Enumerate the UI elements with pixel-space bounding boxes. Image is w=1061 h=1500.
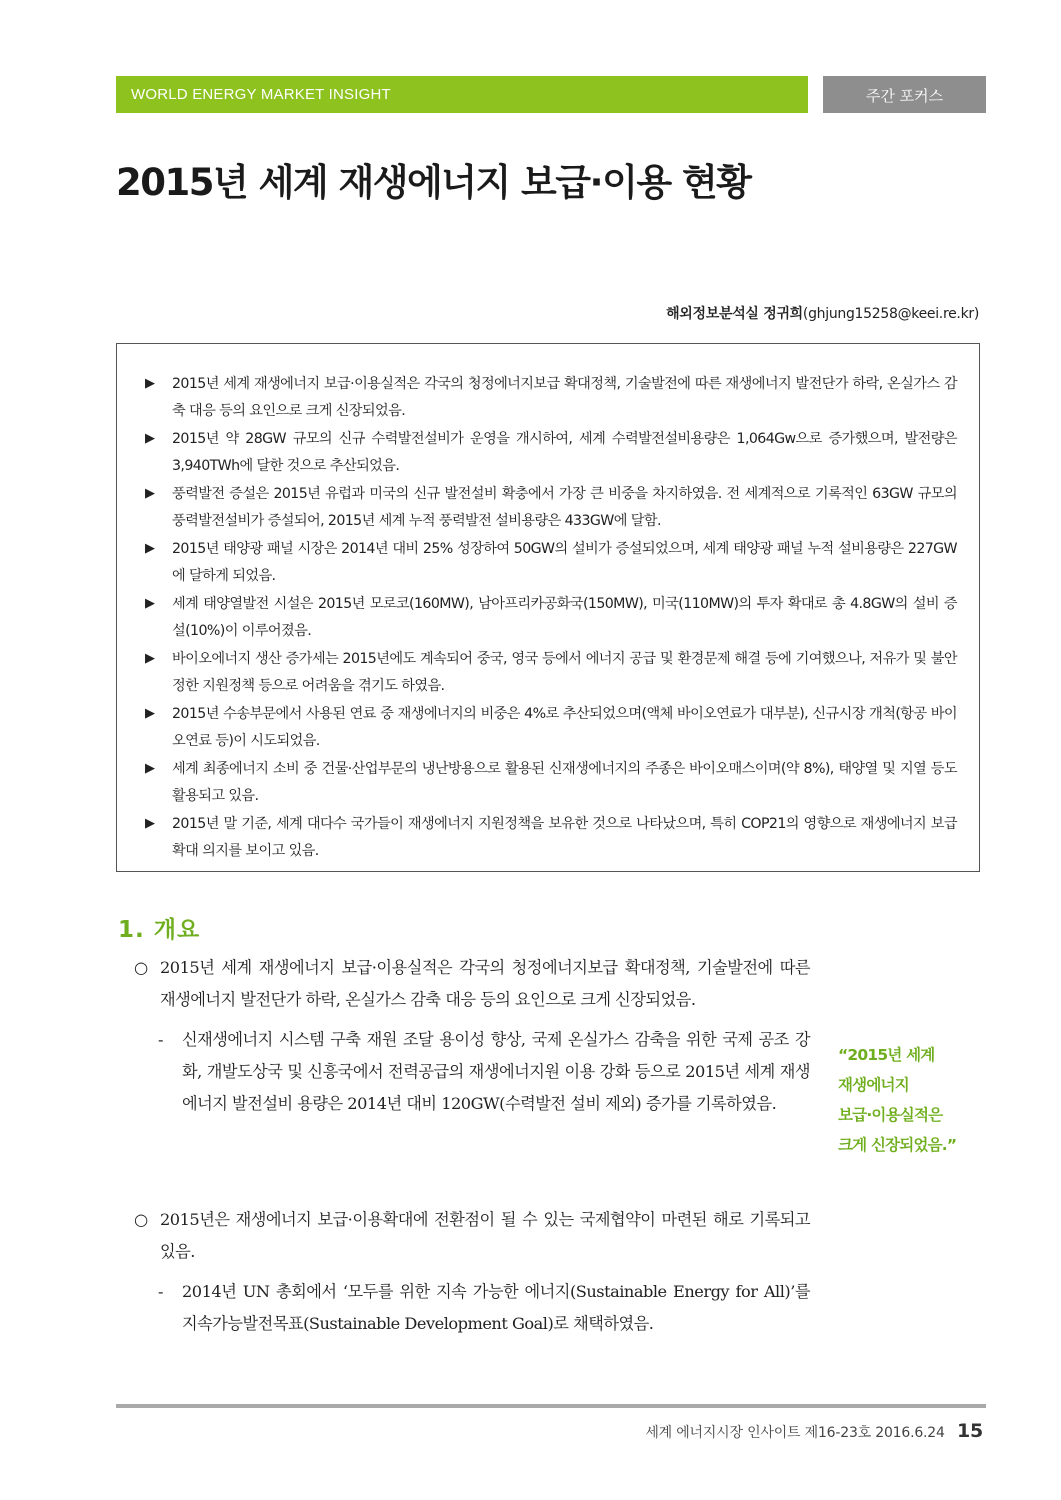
summary-item-text: 세계 태양열발전 시설은 2015년 모로코(160MW), 남아프리카공화국(150MW), 미국(110MW)의 투자 확대로 총 4.8GW의 설비 증설(10%)이 이루어졌음. xyxy=(172,596,957,639)
section-body-1 xyxy=(130,952,810,1120)
arrow-right-icon: ▶ xyxy=(145,486,155,501)
summary-item-text: 2015년 태양광 패널 시장은 2014년 대비 25% 성장하여 50GW의 설비가 증설되었으며, 세계 태양광 패널 누적 설비용량은 227GW에 달하게 되었음. xyxy=(172,541,957,584)
summary-list xyxy=(145,371,957,866)
arrow-right-icon: ▶ xyxy=(145,596,155,611)
summary-item xyxy=(145,701,957,754)
arrow-right-icon: ▶ xyxy=(145,816,155,831)
summary-item xyxy=(145,756,957,809)
pull-quote-line: “2015년 세계 xyxy=(838,1046,935,1064)
page-number: 15 xyxy=(956,1420,983,1442)
dash-bullet-icon: - xyxy=(158,1282,163,1301)
pull-quote-line: 보급·이용실적은 xyxy=(838,1106,943,1124)
author-name: 해외정보분석실 정귀희 xyxy=(666,306,803,322)
header-section-tag-label: 주간 포커스 xyxy=(865,87,944,105)
subparagraph-text: 신재생에너지 시스템 구축 재원 조달 용이성 향상, 국제 온실가스 감축을 위한 국제 공조 강화, 개발도상국 및 신흥국에서 전력공급의 재생에너지원 이용 강화 등으로 2015년 세계 재생에너지 발전설비 용량은 2014년 대비 120GW(수력발전 설비 제외) 증가를 기록하였음. xyxy=(182,1030,810,1113)
arrow-right-icon: ▶ xyxy=(145,706,155,721)
arrow-right-icon: ▶ xyxy=(145,376,155,391)
circle-bullet-icon: ○ xyxy=(134,958,148,977)
body-subparagraph xyxy=(130,1024,810,1120)
section-body-2 xyxy=(130,1204,810,1340)
summary-box xyxy=(116,343,980,872)
summary-item-text: 2015년 약 28GW 규모의 신규 수력발전설비가 운영을 개시하여, 세계 수력발전설비용량은 1,064Gw으로 증가했으며, 발전량은 3,940TWh에 달한 것으로 추산되었음. xyxy=(172,431,957,474)
dash-bullet-icon: - xyxy=(158,1030,163,1049)
summary-item-text: 풍력발전 증설은 2015년 유럽과 미국의 신규 발전설비 확충에서 가장 큰 비중을 차지하였음. 전 세계적으로 기록적인 63GW 규모의 풍력발전설비가 증설되어, 2015년 세계 누적 풍력발전 설비용량은 433GW에 달함. xyxy=(172,486,957,529)
subparagraph-text: 2014년 UN 총회에서 ‘모두를 위한 지속 가능한 에너지(Sustainable Energy for All)’를 지속가능발전목표(Sustainable Development Goal)로 채택하였음. xyxy=(182,1282,810,1333)
summary-item xyxy=(145,811,957,864)
summary-item-text: 2015년 세계 재생에너지 보급·이용실적은 각국의 청정에너지보급 확대정책, 기술발전에 따른 재생에너지 발전단가 하락, 온실가스 감축 대응 등의 요인으로 크게 신장되었음. xyxy=(172,376,957,419)
circle-bullet-icon: ○ xyxy=(134,1210,148,1229)
footer-issue: 제16-23호 2016.6.24 xyxy=(804,1425,945,1441)
arrow-right-icon: ▶ xyxy=(145,761,155,776)
summary-item xyxy=(145,481,957,534)
summary-item xyxy=(145,646,957,699)
paragraph-text: 2015년 세계 재생에너지 보급·이용실적은 각국의 청정에너지보급 확대정책, 기술발전에 따른 재생에너지 발전단가 하락, 온실가스 감축 대응 등의 요인으로 크게 신장되었음. xyxy=(160,958,810,1009)
footer-publication: 세계 에너지시장 인사이트 xyxy=(645,1425,801,1441)
pull-quote-line: 크게 신장되었음.” xyxy=(838,1136,957,1154)
summary-item xyxy=(145,371,957,424)
summary-item-text: 바이오에너지 생산 증가세는 2015년에도 계속되어 중국, 영국 등에서 에너지 공급 및 환경문제 해결 등에 기여했으나, 저유가 및 불안정한 지원정책 등으로 어려움을 겪기도 하였음. xyxy=(172,651,957,694)
summary-item-text: 2015년 말 기준, 세계 대다수 국가들이 재생에너지 지원정책을 보유한 것으로 나타났으며, 특히 COP21의 영향으로 재생에너지 보급 확대 의지를 보이고 있음. xyxy=(172,816,957,859)
paragraph-text: 2015년은 재생에너지 보급·이용확대에 전환점이 될 수 있는 국제협약이 마련된 해로 기록되고 있음. xyxy=(160,1210,810,1261)
pull-quote-line: 재생에너지 xyxy=(838,1076,909,1094)
summary-item-text: 세계 최종에너지 소비 중 건물·산업부문의 냉난방용으로 활용된 신재생에너지의 주종은 바이오매스이며(약 8%), 태양열 및 지열 등도 활용되고 있음. xyxy=(172,761,957,804)
page-title: 2015년 세계 재생에너지 보급·이용 현황 xyxy=(116,161,751,204)
body-paragraph xyxy=(130,1204,810,1268)
body-paragraph xyxy=(130,952,810,1016)
footer-divider xyxy=(116,1404,986,1408)
arrow-right-icon: ▶ xyxy=(145,651,155,666)
section-heading: 1. 개요 xyxy=(118,917,201,943)
summary-item-text: 2015년 수송부문에서 사용된 연료 중 재생에너지의 비중은 4%로 추산되었으며(액체 바이오연료가 대부분), 신규시장 개척(항공 바이오연료 등)이 시도되었음. xyxy=(172,706,957,749)
author-line xyxy=(666,303,979,323)
body-subparagraph xyxy=(130,1276,810,1340)
arrow-right-icon: ▶ xyxy=(145,541,155,556)
header-series-label: WORLD ENERGY MARKET INSIGHT xyxy=(131,86,391,103)
header-series-bar xyxy=(116,76,808,113)
arrow-right-icon: ▶ xyxy=(145,431,155,446)
summary-item xyxy=(145,426,957,479)
summary-item xyxy=(145,591,957,644)
summary-item xyxy=(145,536,957,589)
pull-quote xyxy=(838,1040,983,1160)
footer xyxy=(645,1420,983,1442)
author-email: (ghjung15258@keei.re.kr) xyxy=(802,306,979,322)
header-section-tag xyxy=(823,76,986,113)
